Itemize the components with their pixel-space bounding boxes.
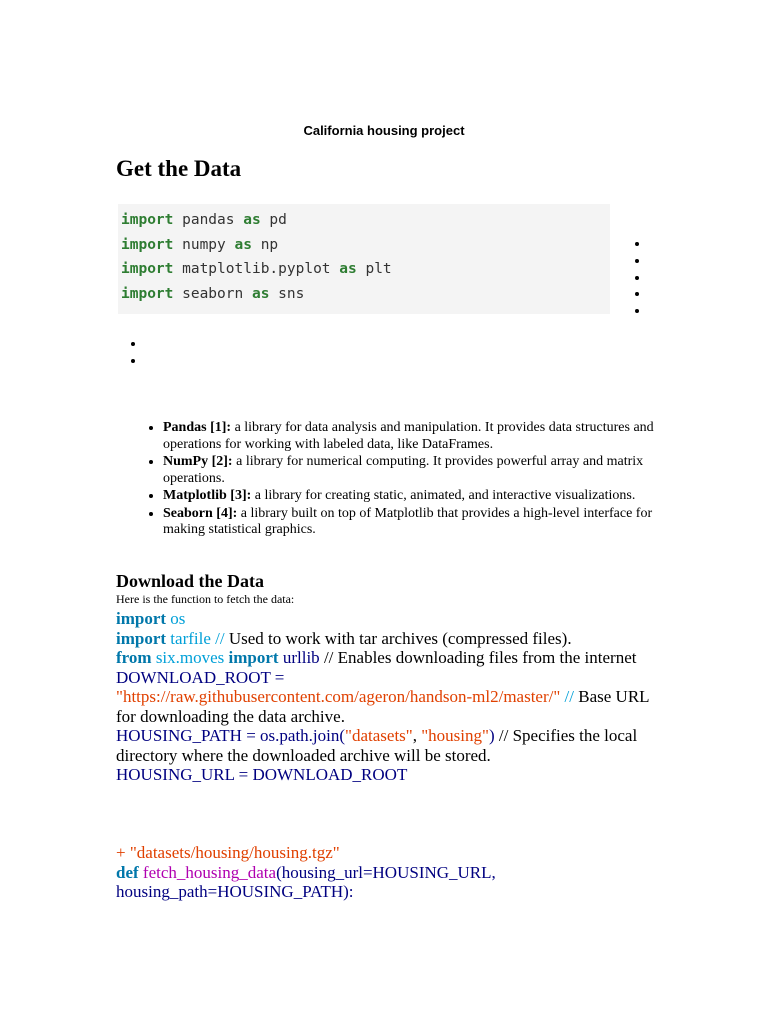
code-line: "https://raw.githubusercontent.com/ageron/handson-ml2/master/" // Base URL for downloading the data archive. — [116, 687, 649, 726]
code-line: import numpy as np — [121, 236, 279, 253]
code-line: HOUSING_PATH = os.path.join("datasets", "housing") // Specifies the local directory where the downloaded archive will be stored. — [116, 726, 638, 765]
code-line: import os — [116, 609, 186, 628]
heading-get-the-data: Get the Data — [116, 156, 242, 181]
code-line: import seaborn as sns — [121, 285, 305, 302]
code-line: from six.moves import urllib // Enables downloading files from the internet — [116, 648, 637, 667]
library-list — [163, 420, 663, 540]
download-code-continued — [116, 843, 656, 902]
list-item: • Seaborn [4]: a library built on top of Matplotlib that provides a high-level interface for making statistical graphics. — [163, 506, 663, 539]
download-intro-text: Here is the function to fetch the data: — [116, 592, 295, 606]
document-title: California housing project — [303, 123, 465, 138]
import-code-block — [118, 204, 610, 314]
code-line: import matplotlib.pyplot as plt — [121, 261, 392, 277]
code-line: DOWNLOAD_ROOT = — [116, 667, 285, 687]
download-code — [116, 609, 656, 785]
list-item: • Pandas [1]: a library for data analysis and manipulation. It provides data structures and operations for working with labeled data, like DataFrames. — [163, 420, 663, 453]
code-line: + "datasets/housing/housing.tgz" — [116, 843, 340, 862]
list-item: • Matplotlib [3]: a library for creating static, animated, and interactive visualizations. — [163, 488, 663, 505]
code-line: import pandas as pd — [121, 212, 287, 228]
code-line: HOUSING_URL = DOWNLOAD_ROOT — [116, 765, 408, 784]
code-line: import tarfile // Used to work with tar archives (compressed files). — [116, 628, 572, 648]
code-line: def fetch_housing_data(housing_url=HOUSING_URL, housing_path=HOUSING_PATH): — [116, 862, 496, 901]
list-item: • NumPy [2]: a library for numerical computing. It provides powerful array and matrix operations. — [163, 454, 663, 487]
heading-download-the-data: Download the Data — [116, 571, 265, 591]
